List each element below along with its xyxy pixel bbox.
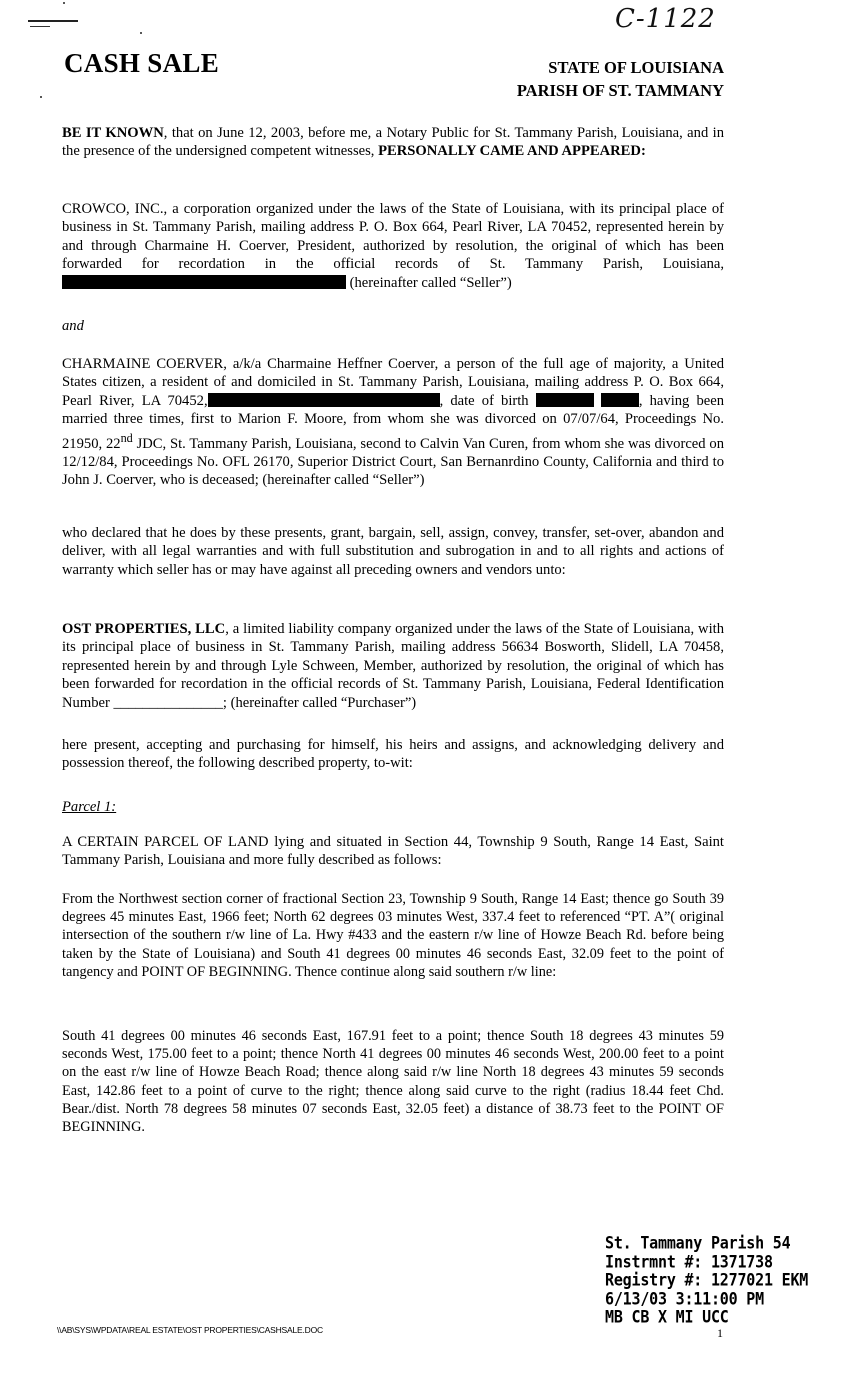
and-separator: and (62, 318, 84, 334)
redaction-bar (208, 393, 440, 407)
property-description-2: South 41 degrees 00 minutes 46 seconds East, 167.91 feet to a point; thence South 18 degrees 43 minutes 59 seconds West, 175.00 feet to a point; thence North 41 degrees 00 minutes 46 seconds West, 200.00 feet to a point on the east r/w line of Howze Beach Road; thence along said r/w line North 18 degrees 43 minutes 59 seconds East, 142.86 feet to a point of curve to the right; thence along said curve to the right (radius 18.44 feet Chd. Bear./dist. North 78 degrees 58 minutes 07 seconds East, 32.05 feet) a distance of 38.73 feet to the POINT OF BEGINNING. (62, 1028, 724, 1136)
acceptance-paragraph: here present, accepting and purchasing for himself, his heirs and assigns, and acknowledging delivery and possession thereof, the following described property, to-wit: (62, 737, 724, 772)
stamp-line-instrument: Instrmnt #: 1371738 (605, 1251, 773, 1272)
declaration-paragraph: who declared that he does by these presents, grant, bargain, sell, assign, convey, transfer, set-over, abandon and deliver, with all legal warranties and with full substitution and subrogation in and to all rights and actions of warranty which seller has or may have against all preceding owners and vendors unto: (62, 525, 724, 578)
scan-speck (63, 2, 65, 4)
intro-lead: BE IT KNOWN (62, 125, 164, 141)
redaction-bar (62, 275, 346, 289)
stamp-line-registry: Registry #: 1277021 EKM (605, 1269, 809, 1290)
stamp-line-parish: St. Tammany Parish 54 (605, 1232, 791, 1254)
state-name: STATE OF LOUISIANA (548, 58, 724, 77)
pen-mark (28, 20, 78, 22)
file-path-footer: \\AB\SYS\WPDATA\REAL ESTATE\OST PROPERTIES\CASHSALE.DOC (57, 1325, 323, 1335)
seller2-text3: , having been married three times, first to Marion F. Moore, from whom she was divorced on 07/07/64, Proceedings No. 21950, 22 (62, 392, 725, 452)
stamp-line-codes: MB CB X MI UCC (605, 1306, 729, 1327)
intro-paragraph (62, 124, 724, 161)
document-title: CASH SALE (64, 48, 219, 78)
purchaser-paragraph (62, 620, 724, 712)
seller1-paragraph (62, 200, 724, 292)
parcel-intro-paragraph: A CERTAIN PARCEL OF LAND lying and situated in Section 44, Township 9 South, Range 14 East, Saint Tammany Parish, Louisiana and more fully described as follows: (62, 834, 724, 869)
redaction-bar (536, 393, 594, 407)
page-number: 1 (717, 1326, 723, 1340)
parcel-heading: Parcel 1: (62, 799, 117, 815)
seller2-name: CHARMAINE COERVER (62, 356, 224, 372)
intro-emphasis: PERSONALLY CAME AND APPEARED: (378, 143, 646, 160)
seller2-superscript: nd (120, 430, 133, 445)
purchaser-name: OST PROPERTIES, LLC (62, 621, 226, 637)
jurisdiction-header (517, 56, 724, 102)
seller1-text: , a corporation organized under the laws of the State of Louisiana, with its principal place of business in St. Tammany Parish, mailing address P. O. Box 664, Pearl River, LA 70452, represented herein by and through Charmaine H. Coerver, President, authorized by resolution, the original of which has been forwarded for recordation in the official records of St. Tammany Parish, Louisiana, (62, 201, 724, 273)
seller1-tail: (hereinafter called “Seller”) (346, 274, 512, 291)
redaction-bar (601, 393, 639, 407)
seller2-text1: , a/k/a Charmaine Heffner Coerver, a person of the full age of majority, a United States citizen, a resident of and domiciled in St. Tammany Parish, Louisiana, mailing address P. O. Box 664, Pearl River, LA 70452, (62, 356, 724, 409)
intro-text: , that on June 12, 2003, before me, a Notary Public for St. Tammany Parish, Louisiana, and in the presence of the undersigned competent witnesses, (62, 125, 724, 160)
scan-speck (40, 96, 42, 98)
seller1-name: CROWCO, INC. (62, 201, 164, 217)
seller2-paragraph (62, 355, 724, 490)
handwritten-document-number: C-1122 (615, 4, 716, 34)
stamp-line-datetime: 6/13/03 3:11:00 PM (605, 1288, 764, 1309)
seller2-text2: , date of birth (439, 392, 529, 409)
scan-speck (140, 32, 142, 34)
recording-stamp (605, 1234, 808, 1326)
seller2-text4: JDC, St. Tammany Parish, Louisiana, second to Calvin Van Curen, from whom she was divorced on 12/12/84, Proceedings No. OFL 26170, Superior District Court, San Bernanrdino County, California and third to John J. Coerver, who is deceased; (hereinafter called “Seller”) (62, 435, 725, 489)
property-description-1: From the Northwest section corner of fractional Section 23, Township 9 South, Range 14 East; thence go South 39 degrees 45 minutes East, 1966 feet; North 62 degrees 03 minutes West, 337.4 feet to referenced “PT. A”( original intersection of the southern r/w line of La. Hwy #433 and the eastern r/w line of Howze Beach Rd. before being taken by the State of Louisiana) and South 41 degrees 00 minutes 46 seconds East, 32.09 feet to the point of tangency and POINT OF BEGINNING. Thence continue along said southern r/w line: (62, 891, 724, 980)
parish-name: PARISH OF ST. TAMMANY (516, 81, 724, 100)
purchaser-text: , a limited liability company organized under the laws of the State of Louisiana, with its principal place of business in St. Tammany Parish, mailing address 56634 Bosworth, Slidell, LA 70458, represented herein by and through Lyle Schween, Member, authorized by resolution, the original of which has been forwarded for recordation in the official records of St. Tammany Parish, Louisiana, Federal Identification Number _______________; (hereinafter called “Purchaser”) (62, 621, 724, 711)
pen-mark-small (30, 26, 50, 27)
